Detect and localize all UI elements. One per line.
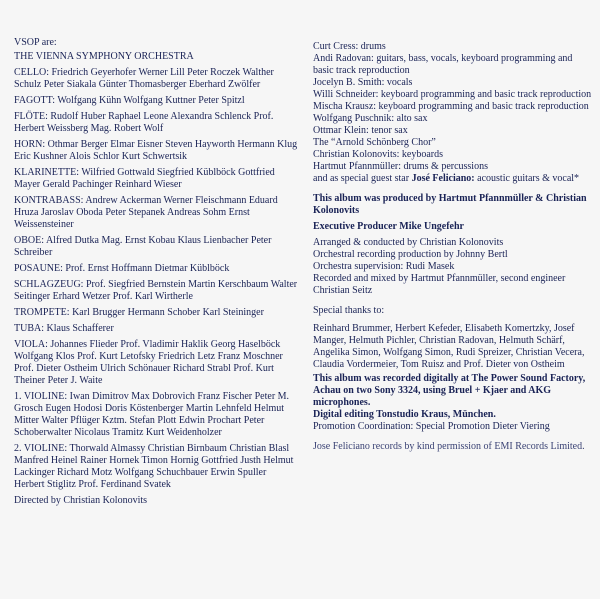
production-credits <box>313 237 593 297</box>
musician-line: Jocelyn B. Smith: vocals <box>313 77 413 88</box>
section-title: FLÖTE: <box>14 111 48 122</box>
section-members: Prof. Siegfried Bernstein Martin Kerschbaum Walter Seitinger Erhard Wetzer Prof. Karl Wirtherle <box>14 279 298 302</box>
credit-line: Recorded and mixed by Hartmut Pfannmüller, second engineer Christian Seitz <box>313 273 566 296</box>
section-members: Wilfried Gottwald Siegfried Küblböck Gottfried Mayer Gerald Pachinger Reinhard Wieser <box>14 167 275 190</box>
credit-line: Arranged & conducted by Christian Kolonovits <box>313 237 504 248</box>
section-members: Karl Brugger Hermann Schober Karl Steininger <box>72 307 264 318</box>
musician-line: The “Arnold Schönberg Chor” <box>313 137 436 148</box>
musician-line: Curt Cress: drums <box>313 41 386 52</box>
section-title: CELLO: <box>14 67 49 78</box>
orchestra-section <box>14 195 299 231</box>
orchestra-column <box>14 37 299 507</box>
section-title: TROMPETE: <box>14 307 70 318</box>
musician-line: Willi Schneider: keyboard programming and basic track reproduction <box>313 89 592 100</box>
guest-name: José Feliciano: <box>411 173 475 184</box>
section-members: Alfred Dutka Mag. Ernst Kobau Klaus Lienbacher Peter Schreiber <box>14 235 272 258</box>
section-members: Wolfgang Kühn Wolfgang Kuttner Peter Spitzl <box>57 95 245 106</box>
orchestra-section <box>14 391 299 439</box>
musician-line: Andi Radovan: guitars, bass, vocals, keyboard programming and basic track reproduction <box>313 53 573 76</box>
orchestra-section <box>14 167 299 191</box>
musician-line: Ottmar Klein: tenor sax <box>313 125 408 136</box>
orchestra-section <box>14 139 299 163</box>
guest-prefix: and as special guest star <box>313 173 412 184</box>
section-title: SCHLAGZEUG: <box>14 279 84 290</box>
credit-line: Orchestral recording production by Johnny Bertl <box>313 249 508 260</box>
orchestra-name: THE VIENNA SYMPHONY ORCHESTRA <box>14 51 194 62</box>
section-title: 1. VIOLINE: <box>14 391 68 402</box>
orchestra-section <box>14 279 299 303</box>
digital-editing: Digital editing Tonstudio Kraus, München. <box>313 409 496 420</box>
section-members: Andrew Ackerman Werner Fleischmann Eduard Hruza Jaroslav Oboda Peter Stepanek Andreas Sohm Ernst Weissensteiner <box>14 195 278 230</box>
section-members: Thorwald Almassy Christian Birnbaum Christian Blasl Manfred Heinel Rainer Hornek Timon Hornig Gottfried Justh Helmut Lackinger Richard Motz Wolfgang Schuchbauer Erwin Spuller Herbert Stiglitz Prof. Ferdinand Svatek <box>14 443 294 490</box>
orchestra-section <box>14 339 299 387</box>
section-title: TUBA: <box>14 323 44 334</box>
permission-note: Jose Feliciano records by kind permission of EMI Records Limited. <box>313 441 585 452</box>
musician-line: Mischa Krausz: keyboard programming and basic track reproduction <box>313 101 589 112</box>
thanks-heading: Special thanks to: <box>313 305 385 316</box>
section-members: Johannes Flieder Prof. Vladimir Haklik Georg Haselböck Wolfgang Klos Prof. Kurt Letofsky Friedrich Letz Franz Moschner Prof. Dieter Ostheim Ulrich Schönauer Richard Strabl Prof. Kurt Theiner Peter J. Waite <box>14 339 283 386</box>
section-title: 2. VIOLINE: <box>14 443 68 454</box>
orchestra-section <box>14 323 299 335</box>
thanks-list: Reinhard Brummer, Herbert Kefeder, Elisabeth Komertzky, Josef Manger, Helmuth Pichler, Christian Radovan, Helmuth Schärf, Angelika Simon, Wolfgang Simon, Rudi Spreizer, Christian Vecera, Claudia Vordermeier, Tom Ruisz and Prof. Dieter von Ostheim <box>313 323 585 370</box>
section-members: Rudolf Huber Raphael Leone Alexandra Schlenck Prof. Herbert Weissberg Mag. Robert Wolf <box>14 111 274 134</box>
section-title: VIOLA: <box>14 339 48 350</box>
section-title: KLARINETTE: <box>14 167 79 178</box>
orchestra-section <box>14 443 299 491</box>
section-title: OBOE: <box>14 235 44 246</box>
musician-line: Wolfgang Puschnik: alto sax <box>313 113 428 124</box>
orchestra-sections <box>14 67 299 495</box>
section-title: HORN: <box>14 139 46 150</box>
musician-line: Christian Kolonovits: keyboards <box>313 149 443 160</box>
credits-column <box>313 41 593 453</box>
orchestra-section <box>14 111 299 135</box>
vsop-heading: VSOP are: <box>14 37 57 48</box>
director-credit: Directed by Christian Kolonovits <box>14 495 148 506</box>
credit-line: Orchestra supervision: Rudi Masek <box>313 261 455 272</box>
musician-line: Hartmut Pfannmüller: drums & percussions <box>313 161 488 172</box>
guest-star-line <box>313 173 593 185</box>
produced-by: This album was produced by Hartmut Pfannmüller & Christian Kolonovits <box>313 193 587 216</box>
guest-suffix: acoustic guitars & vocal* <box>474 173 580 184</box>
section-members: Klaus Schafferer <box>46 323 114 334</box>
section-members: Iwan Dimitrov Max Dobrovich Franz Fischer Peter M. Grosch Eugen Hodosi Doris Köstenberger Martin Lehnfeld Helmut Mitter Walter Pflüger Kztm. Stefan Plott Edwin Prochart Peter Schoberwalter Nicolaus Tramitz Kurt Weidenholzer <box>14 391 290 438</box>
orchestra-section <box>14 235 299 259</box>
section-title: FAGOTT: <box>14 95 55 106</box>
section-members: Friedrich Geyerhofer Werner Lill Peter Roczek Walther Schulz Peter Siakala Günter Thomasberger Eberhard Zwölfer <box>14 67 274 90</box>
musicians-list <box>313 41 593 173</box>
section-title: POSAUNE: <box>14 263 63 274</box>
section-title: KONTRABASS: <box>14 195 84 206</box>
executive-producer: Executive Producer Mike Ungefehr <box>313 221 464 232</box>
recording-note: This album was recorded digitally at The Power Sound Factory, Achau on two Sony 3324, using Bruel + Kjaer and AKG microphones. <box>313 373 586 408</box>
orchestra-section <box>14 67 299 91</box>
section-members: Prof. Ernst Hoffmann Dietmar Küblböck <box>65 263 230 274</box>
orchestra-section <box>14 95 299 107</box>
orchestra-section <box>14 263 299 275</box>
promotion-coordination: Promotion Coordination: Special Promotion Dieter Viering <box>313 421 550 432</box>
section-members: Othmar Berger Elmar Eisner Steven Hayworth Hermann Klug Eric Kushner Alois Schlor Kurt Schwertsik <box>14 139 298 162</box>
orchestra-section <box>14 307 299 319</box>
